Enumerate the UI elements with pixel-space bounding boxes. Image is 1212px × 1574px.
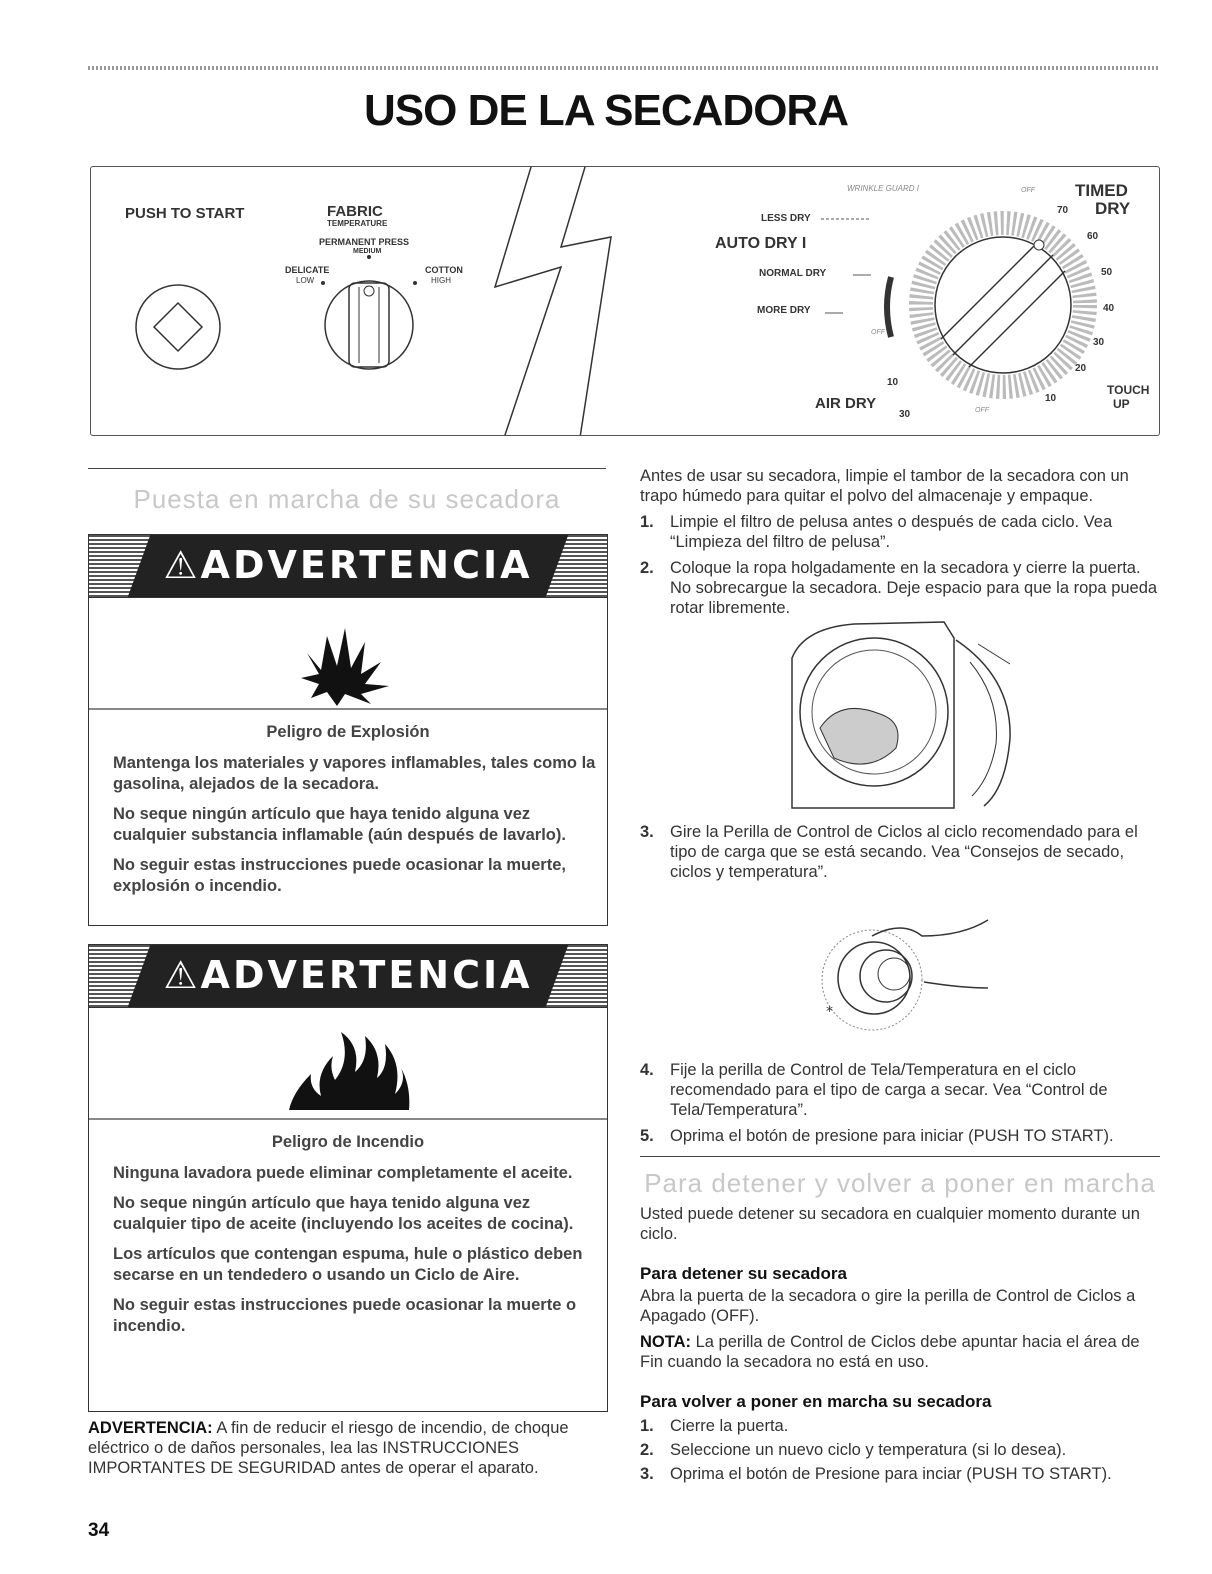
- timed-label: TIMED: [1075, 181, 1128, 200]
- warning-word: ⚠ADVERTENCIA: [163, 953, 533, 997]
- push-to-start-label: PUSH TO START: [125, 205, 245, 222]
- dry-label: DRY: [1095, 199, 1131, 218]
- off-label-left: OFF: [871, 329, 885, 336]
- control-panel-drawing: [91, 167, 1159, 435]
- step-3: 3. Gire la Perilla de Control de Ciclos al ciclo recomendado para el tipo de carga que se está secando. Vea “Consejos de secado, ciclos y temperatura”.: [640, 823, 1138, 881]
- page-number: 34: [88, 1520, 110, 1541]
- top-dotted-rule: [88, 66, 1160, 70]
- page-title: USO DE LA SECADORA: [364, 86, 848, 135]
- restart-step-2: 2. Seleccione un nuevo ciclo y temperatura (si lo desea).: [640, 1441, 1067, 1459]
- knob-turning-illustration: [812, 896, 996, 1036]
- up-label: UP: [1113, 397, 1130, 411]
- right-section-rule: [640, 1156, 1160, 1157]
- section-heading-stop-restart: Para detener y volver a poner en marcha: [644, 1168, 1156, 1198]
- step-2: 2. Coloque la ropa holgadamente en la secadora y cierre la puerta. No sobrecargue la secadora. Deje espacio para que la ropa pueda rotar libremente.: [640, 559, 1158, 617]
- restart-step-1: 1. Cierre la puerta.: [640, 1417, 789, 1435]
- intro-text: Antes de usar su secadora, limpie el tambor de la secadora con un trapo húmedo para quitar el polvo del almacenaje y empaque.: [640, 467, 1129, 505]
- timer-70: 70: [1057, 205, 1069, 216]
- fire-icon: [89, 1008, 607, 1120]
- timer-40: 40: [1103, 303, 1115, 314]
- warning2-p2: No seque ningún artículo que haya tenido alguna vez cualquier tipo de aceite (incluyendo los aceites de cocina).: [113, 1194, 574, 1233]
- warning1-p2: No seque ningún artículo que haya tenido alguna vez cualquier substancia inflamable (aún después de lavarlo).: [113, 805, 566, 844]
- section-heading-start: Puesta en marcha de su secadora: [133, 484, 561, 514]
- low-label: LOW: [296, 276, 315, 285]
- note-text: NOTA: La perilla de Control de Ciclos debe apuntar hacia el área de Fin cuando la secadora no está en uso.: [640, 1333, 1140, 1371]
- restart-heading: Para volver a poner en marcha su secadora: [640, 1392, 992, 1411]
- step-4: 4. Fije la perilla de Control de Tela/Temperatura en el ciclo recomendado para el tipo de carga a secar. Vea “Control de Tela/Temperatura”.: [640, 1061, 1108, 1119]
- normal-dry-label: NORMAL DRY: [759, 268, 827, 279]
- warning-banner: [89, 945, 607, 1008]
- off-label-bottom: OFF: [975, 407, 989, 414]
- warning1-p3: No seguir estas instrucciones puede ocasionar la muerte, explosión o incendio.: [113, 856, 566, 895]
- auto-dry-label: AUTO DRY I: [715, 235, 807, 252]
- warning-banner: [89, 535, 607, 598]
- warning-body-explosion: [89, 710, 607, 916]
- warning2-p1: Ninguna lavadora puede eliminar completamente el aceite.: [113, 1164, 573, 1182]
- air-dry-label: AIR DRY: [815, 395, 877, 412]
- medium-label: MEDIUM: [353, 248, 382, 255]
- off-label-top: OFF: [1021, 187, 1035, 194]
- dryer-door-illustration: [784, 618, 1014, 818]
- high-label: HIGH: [431, 276, 451, 285]
- timer-20: 20: [1075, 363, 1087, 374]
- hazard-title-explosion: Peligro de Explosión: [266, 723, 430, 741]
- airdry-10: 10: [887, 377, 899, 388]
- stop-heading: Para detener su secadora: [640, 1264, 847, 1283]
- warning-body-fire: [89, 1120, 607, 1356]
- temperature-label: TEMPERATURE: [327, 219, 388, 228]
- svg-text:*: *: [826, 1004, 833, 1020]
- timer-60: 60: [1087, 231, 1099, 242]
- stop-intro-text: Usted puede detener su secadora en cualquier momento durante un ciclo.: [640, 1205, 1140, 1243]
- wrinkle-guard-label: WRINKLE GUARD I: [847, 184, 920, 193]
- warning-box-fire: [88, 944, 608, 1412]
- timer-10-right: 10: [1045, 393, 1057, 404]
- cotton-label: COTTON: [425, 265, 463, 275]
- warning2-p4: No seguir estas instrucciones puede ocasionar la muerte o incendio.: [113, 1296, 577, 1335]
- more-dry-label: MORE DRY: [757, 305, 811, 316]
- control-panel-illustration: [90, 166, 1160, 436]
- warning-word: ⚠ADVERTENCIA: [163, 543, 533, 587]
- warning1-p1: Mantenga los materiales y vapores inflamables, tales como la gasolina, alejados de la secadora.: [113, 754, 596, 793]
- safety-footer-note: ADVERTENCIA: A fin de reducir el riesgo de incendio, de choque eléctrico o de daños personales, lea las INSTRUCCIONES IMPORTANTES DE SEGURIDAD antes de operar el aparato.: [88, 1419, 569, 1477]
- airdry-30: 30: [899, 409, 911, 420]
- permanent-press-label: PERMANENT PRESS: [319, 237, 410, 247]
- warning2-p3: Los artículos que contengan espuma, hule o plástico deben secarse en un tendedero o usando un Ciclo de Aire.: [113, 1245, 583, 1284]
- timer-30: 30: [1093, 337, 1105, 348]
- step-5: 5. Oprima el botón de presione para iniciar (PUSH TO START).: [640, 1127, 1114, 1145]
- timer-50: 50: [1101, 267, 1113, 278]
- delicate-label: DELICATE: [285, 265, 330, 275]
- warning-box-explosion: [88, 534, 608, 926]
- fabric-label: FABRIC: [327, 203, 383, 220]
- step-1: 1. Limpie el filtro de pelusa antes o después de cada ciclo. Vea “Limpieza del filtro de pelusa”.: [640, 513, 1113, 551]
- touch-label: TOUCH: [1107, 383, 1150, 397]
- explosion-icon: [89, 598, 607, 710]
- less-dry-label: LESS DRY: [761, 213, 811, 224]
- stop-text: Abra la puerta de la secadora o gire la perilla de Control de Ciclos a Apagado (OFF).: [640, 1287, 1136, 1325]
- left-section-rule: [88, 468, 606, 469]
- hazard-title-fire: Peligro de Incendio: [271, 1133, 425, 1151]
- restart-step-3: 3. Oprima el botón de Presione para inciar (PUSH TO START).: [640, 1465, 1112, 1483]
